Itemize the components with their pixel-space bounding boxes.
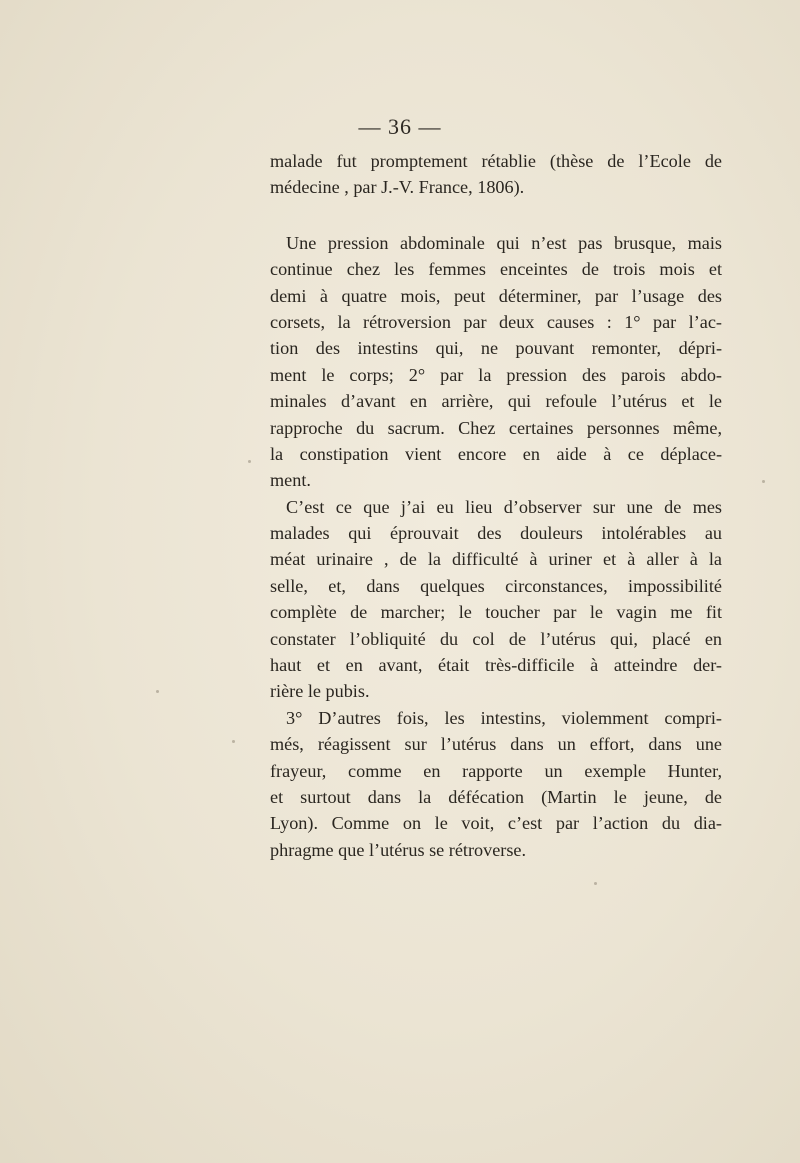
text-line: malades qui éprouvait des douleurs intolérables au xyxy=(270,523,722,544)
text-line: rapproche du sacrum. Chez certaines personnes même, xyxy=(270,417,722,438)
text-line: malade fut promptement rétablie (thèse de l’Ecole de xyxy=(270,151,722,171)
text-line: frayeur, comme en rapporte un exemple Hunter, xyxy=(270,760,722,781)
text-line: complète de marcher; le toucher par le vagin me fit xyxy=(270,602,722,623)
text-line: phragme que l’utérus se rétroverse. xyxy=(270,839,527,860)
text-line: demi à quatre mois, peut déterminer, par l’usage des xyxy=(270,285,722,306)
text-line: 3° D’autres fois, les intestins, violemment compri- xyxy=(286,707,722,728)
paragraph-gap xyxy=(270,201,722,230)
paper-speck xyxy=(762,480,765,483)
paper-speck xyxy=(232,740,235,743)
body-text xyxy=(270,148,722,863)
paragraph xyxy=(270,230,722,494)
text-line: constater l’obliquité du col de l’utérus qui, placé en xyxy=(270,628,722,649)
text-line: minales d’avant en arrière, qui refoule l’utérus et le xyxy=(270,391,722,412)
text-line: ment. xyxy=(270,470,311,491)
page-number: — 36 — xyxy=(358,114,442,139)
text-line: rière le pubis. xyxy=(270,681,370,702)
text-line: médecine , par J.-V. France, 1806). xyxy=(270,177,525,198)
text-line: méat urinaire , de la difficulté à uriner et à aller à la xyxy=(270,549,722,570)
paragraph xyxy=(270,494,722,705)
text-line: haut et en avant, était très-difficile à atteindre der- xyxy=(270,655,722,676)
text-line: corsets, la rétroversion par deux causes : 1° par l’ac- xyxy=(270,311,722,332)
paragraph xyxy=(270,148,722,201)
paper-speck xyxy=(248,460,251,463)
text-line: continue chez les femmes enceintes de trois mois et xyxy=(270,259,722,280)
paragraph xyxy=(270,705,722,863)
text-line: Une pression abdominale qui n’est pas brusque, mais xyxy=(286,232,722,253)
text-line: més, réagissent sur l’utérus dans un effort, dans une xyxy=(270,734,722,755)
text-line: selle, et, dans quelques circonstances, impossibilité xyxy=(270,575,722,596)
text-line: Lyon). Comme on le voit, c’est par l’action du dia- xyxy=(270,813,722,834)
text-line: C’est ce que j’ai eu lieu d’observer sur une de mes xyxy=(286,496,722,517)
text-line: et surtout dans la défécation (Martin le jeune, de xyxy=(270,786,722,807)
paper-speck xyxy=(594,882,597,885)
paper-speck xyxy=(156,690,159,693)
text-line: tion des intestins qui, ne pouvant remonter, dépri- xyxy=(270,338,722,359)
text-line: ment le corps; 2° par la pression des parois abdo- xyxy=(270,364,722,385)
text-line: la constipation vient encore en aide à ce déplace- xyxy=(270,443,722,464)
